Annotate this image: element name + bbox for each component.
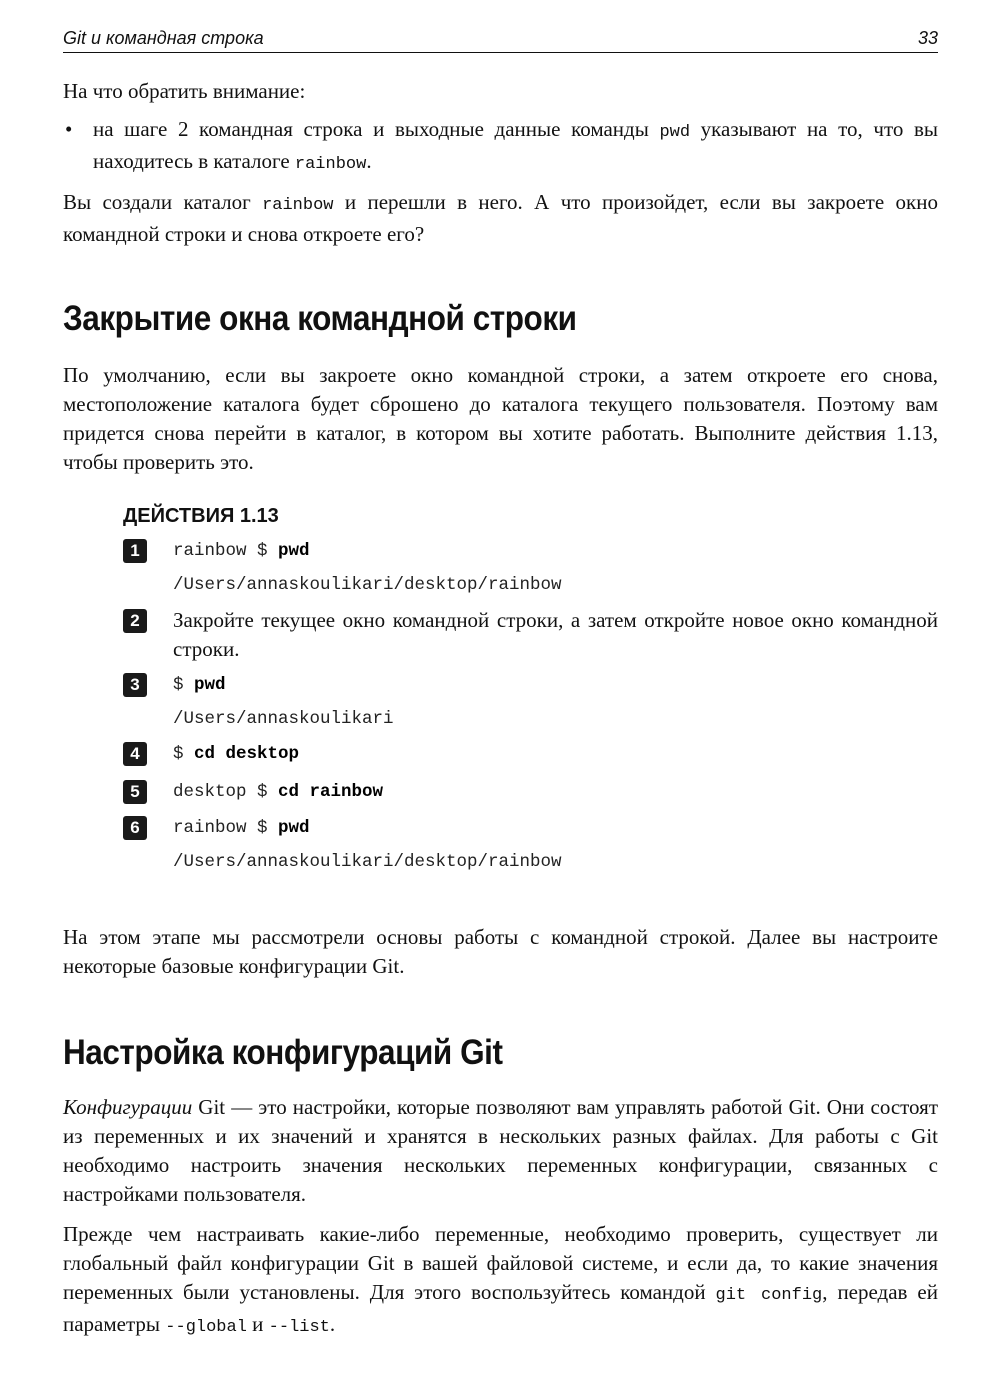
code-list: --list [268, 1318, 330, 1337]
command-line [173, 813, 938, 843]
term-configurations: Конфигурации [63, 1095, 193, 1119]
summary-paragraph: На этом этапе мы рассмотрели основы работы с командной строкой. Далее вы настроите некоторые базовые конфигурации Git. [63, 925, 938, 978]
config-text-2b: , передав ей параметры [63, 1280, 938, 1336]
command: pwd [278, 818, 310, 838]
action-step-6 [123, 813, 938, 877]
step-instruction: Закройте текущее окно командной строки, а затем откройте новое окно командной строки. [173, 608, 938, 661]
command-output: /Users/annaskoulikari [173, 709, 394, 729]
step-number-badge: 3 [123, 673, 147, 697]
page-number: 33 [917, 28, 938, 48]
code-git-config: git config [715, 1286, 823, 1305]
code-global: --global [165, 1318, 247, 1337]
command-output: /Users/annaskoulikari/desktop/rainbow [173, 575, 562, 595]
command-line [173, 777, 938, 807]
command: cd desktop [194, 744, 300, 764]
command-line [173, 670, 938, 700]
command: pwd [278, 541, 310, 561]
code-rainbow: rainbow [294, 155, 367, 174]
prompt: rainbow $ [173, 541, 279, 561]
action-step-2 [123, 606, 938, 664]
config-text-2a: Прежде чем настраивать какие-либо переменные, необходимо проверить, существует ли глобальный файл конфигурации Git в вашей файловой системе, и если да, то какие значения переменных были установлены. Для этого воспользуйтесь командой [63, 1222, 938, 1304]
prompt: desktop $ [173, 782, 279, 802]
action-step-1 [123, 536, 938, 600]
prompt: $ [173, 744, 195, 764]
prompt: rainbow $ [173, 818, 279, 838]
step-number-badge: 2 [123, 609, 147, 633]
section-heading-close-window: Закрытие окна командной строки [63, 299, 577, 338]
code-pwd: pwd [659, 123, 691, 142]
code-rainbow-2: rainbow [262, 196, 334, 215]
chapter-title: Git и командная строка [63, 28, 264, 48]
action-step-5 [123, 777, 938, 807]
config-text-2d: . [329, 1312, 336, 1336]
close-window-paragraph: По умолчанию, если вы закроете окно командной строки, а затем откроете его снова, местоположение каталога будет сброшено до каталога текущего пользователя. Поэтому вам придется снова перейти в каталог, в котором вы хотите работать. Выполните действия 1.13, чтобы проверить это. [63, 363, 938, 474]
step-number-badge: 5 [123, 780, 147, 804]
bullet-text-2: указывают на то, что вы находитесь в каталоге [93, 117, 938, 173]
bullet-item [63, 115, 938, 179]
actions-block [123, 505, 938, 877]
config-paragraph-2 [63, 1220, 938, 1342]
command-line [173, 536, 938, 566]
step-number-badge: 4 [123, 742, 147, 766]
config-text-2c: и [246, 1312, 269, 1336]
section-heading-git-config: Настройка конфигураций Git [63, 1033, 503, 1072]
actions-title: ДЕЙСТВИЯ 1.13 [123, 505, 279, 527]
running-header [63, 24, 938, 53]
command-line [173, 739, 938, 769]
action-step-4 [123, 739, 938, 769]
bullet-text-1: на шаге 2 командная строка и выходные данные команды [93, 117, 660, 141]
intro-text-1: Вы создали каталог [63, 190, 263, 214]
config-paragraph-1 [63, 1093, 938, 1209]
step-number-badge: 1 [123, 539, 147, 563]
command: pwd [194, 675, 226, 695]
book-page [63, 24, 938, 1342]
bullet-text-3: . [366, 149, 372, 173]
prompt: $ [173, 675, 195, 695]
command-output: /Users/annaskoulikari/desktop/rainbow [173, 852, 562, 872]
intro-lead: На что обратить внимание: [63, 79, 306, 103]
intro-text-2: и перешли в него. А что произойдет, если вы закроете окно командной строки и снова откроете его? [63, 190, 938, 246]
step-number-badge: 6 [123, 816, 147, 840]
config-text-1: Git — это настройки, которые позволяют вам управлять работой Git. Они состоят из переменных и их значений и хранятся в нескольких разных файлах. Для работы с Git необходимо настроить значения нескольких переменных конфигурации, связанных с настройками пользователя. [63, 1095, 938, 1206]
action-step-3 [123, 670, 938, 734]
command: cd rainbow [278, 782, 384, 802]
bullet-marker: • [65, 117, 73, 141]
intro-paragraph [63, 188, 938, 249]
